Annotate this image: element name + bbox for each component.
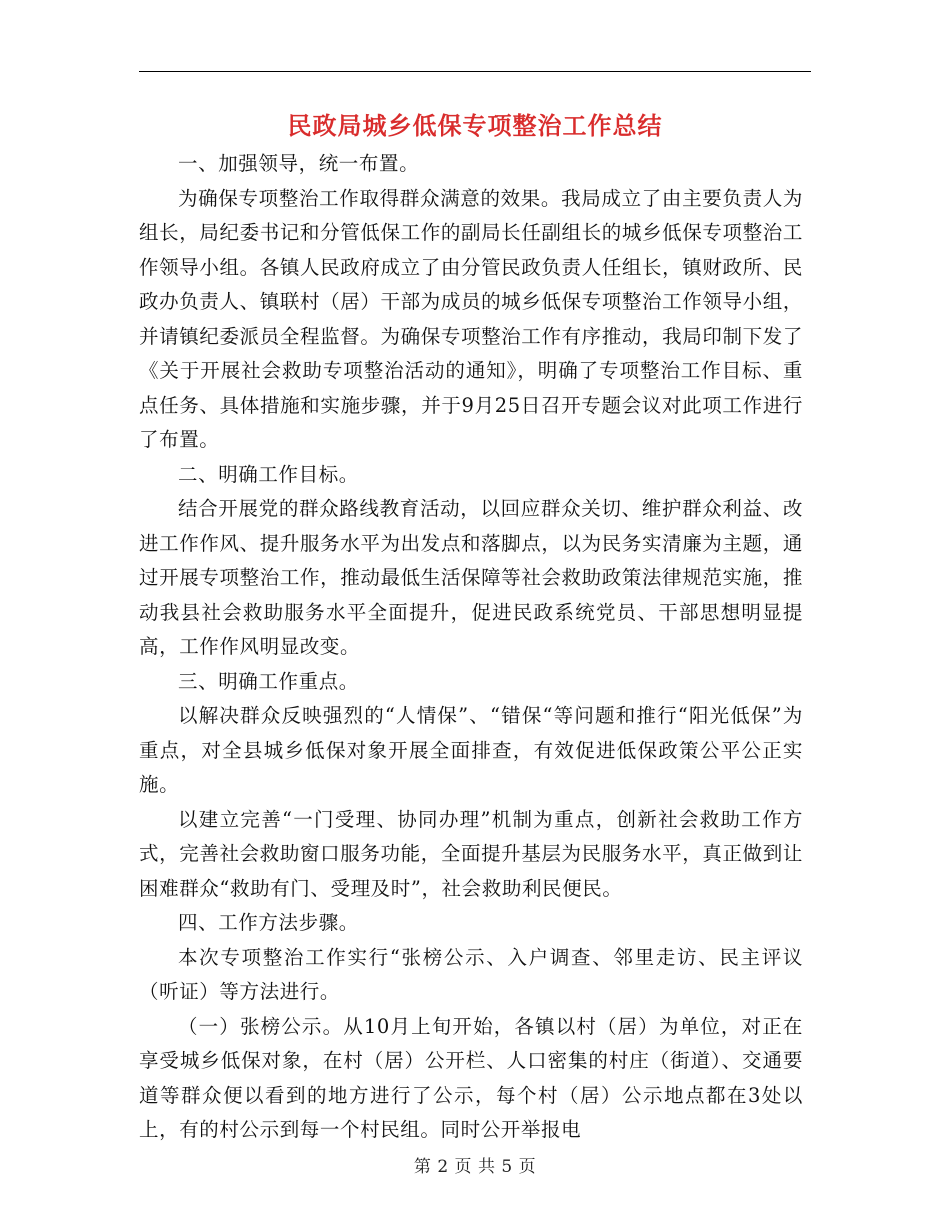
page-footer (0, 1152, 950, 1177)
paragraph-2: 结合开展党的群众路线教育活动，以回应群众关切、维护群众利益、改进工作作风、提升服务水平为出发点和落脚点，以为民务实清廉为主题，通过开展专项整治工作，推动最低生活保障等社会救助政策法律规范实施，推动我县社会救助服务水平全面提升，促进民政系统党员、干部思想明显提高，工作作风明显改变。 (139, 497, 803, 658)
paragraph-3: 以解决群众反映强烈的“人情保”、“错保“等问题和推行“阳光低保”为重点，对全县城乡低保对象开展全面排查，有效促进低保政策公平公正实施。 (139, 704, 803, 796)
document-body (139, 147, 803, 1148)
document-title: 民政局城乡低保专项整治工作总结 (287, 111, 663, 140)
section-heading-1: 一、加强领导，统一布置。 (178, 152, 420, 175)
header-rule (139, 71, 811, 72)
paragraph-6: （一）张榜公示。从10月上旬开始，各镇以村（居）为单位，对正在享受城乡低保对象，在村（居）公开栏、人口密集的村庄（街道）、交通要道等群众便以看到的地方进行了公示，每个村（居）公示地点都在3处以上，有的村公示到每一个村民组。同时公开举报电 (139, 1014, 803, 1141)
page-number-label: 第 2 页 共 5 页 (413, 1157, 537, 1177)
section-heading-2: 二、明确工作目标。 (178, 462, 359, 486)
paragraph-1: 为确保专项整治工作取得群众满意的效果。我局成立了由主要负责人为组长，局纪委书记和分管低保工作的副局长任副组长的城乡低保专项整治工作领导小组。各镇人民政府成立了由分管民政负责人任组长，镇财政所、民政办负责人、镇联村（居）干部为成员的城乡低保专项整治工作领导小组，并请镇纪委派员全程监督。为确保专项整治工作有序推动，我局印制下发了《关于开展社会救助专项整治活动的通知》，明确了专项整治工作目标、重点任务、具体措施和实施步骤，并于9月25日召开专题会议对此项工作进行了布置。 (139, 186, 803, 451)
paragraph-4: 以建立完善“一门受理、协同办理”机制为重点，创新社会救助工作方式，完善社会救助窗口服务功能，全面提升基层为民服务水平，真正做到让困难群众“救助有门、受理及时”，社会救助利民便民。 (139, 807, 803, 900)
paragraph-5: 本次专项整治工作实行“张榜公示、入户调查、邻里走访、民主评议（听证）等方法进行。 (139, 945, 803, 1003)
section-heading-4: 四、工作方法步骤。 (178, 911, 359, 934)
section-heading-3: 三、明确工作重点。 (178, 669, 359, 693)
